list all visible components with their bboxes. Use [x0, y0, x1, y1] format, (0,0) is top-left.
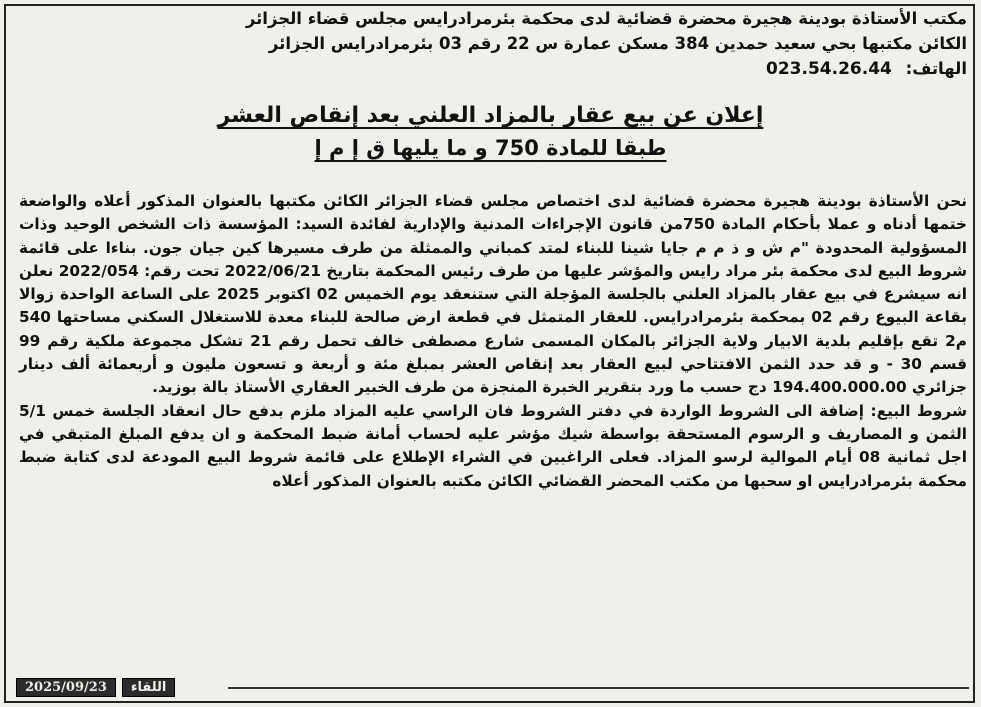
header-address-line: الكائن مكتبها بحي سعيد حمدين 384 مسكن عمارة س 22 رقم 03 بئرمرادرايس الجزائر [268, 34, 967, 53]
office-header [27, 6, 967, 82]
header-office-line: مكتب الأستاذة بودينة هجيرة محضرة قضائية لدى محكمة بئرمرادرايس مجلس قضاء الجزائر [245, 9, 967, 28]
announcement-title [0, 100, 981, 164]
title-line-2: طبقا للمادة 750 و ما يليها ق إ م إ [314, 136, 667, 160]
title-line-1: إعلان عن بيع عقار بالمزاد العلني بعد إنقاص العشر [217, 103, 764, 128]
footer [16, 678, 175, 697]
header-phone-line [27, 56, 967, 82]
newspaper-name: اللقاء [122, 678, 176, 697]
sale-conditions-paragraph: شروط البيع: إضافة الى الشروط الواردة في دفتر الشروط فان الراسي عليه المزاد ملزم بدفع حال انعقاد الجلسة خمس 5/1 الثمن و المصاريف و الرسوم المستحقة بواسطة شيك مؤشر عليه لحساب أمانة ضبط المحكمة و ان يدفع المبلغ المتبقي في اجل ثمانية 08 أيام الموالية لرسو المزاد. فعلى الراغبين في الشراء الإطلاع على قائمة شروط البيع المودعة لدى كتابة ضبط محكمة بئرمرادرايس او سحبها من مكتب المحضر القضائي الكائن مكتبه بالعنوان المذكور أعلاه [19, 401, 967, 490]
sale-details-paragraph: نحن الأستاذة بودينة هجيرة محضرة قضائية لدى اختصاص مجلس قضاء الجزائر الكائن مكتبها بالعنوان المذكور أعلاه والواضعة ختمها أدناه و عملا بأحكام المادة 750من قانون الإجراءات المدنية والإدارية لفائدة السيد: المؤسسة ذات الشخص الوحيد وذات المسؤولية المحدودة "م ش و ذ م م جايا شينا للبناء لمتد كمباني والممثلة من طرف مسيرها كين جيان جون. بناءا على قائمة شروط البيع لدى محكمة بئر مراد رايس والمؤشر عليها من طرف رئيس المحكمة بتاريخ 2022/06/21 تحت رقم: 2022/054 نعلن انه سيشرع في بيع عقار بالمزاد العلني بالجلسة المؤجلة التي ستنعقد يوم الخميس 02 اكتوبر 2025 على الساعة الواحدة زوالا بقاعة البيوع رقم 02 بمحكمة بئرمرادرايس. للعقار المتمثل في قطعة ارض صالحة للبناء معدة للاستغلال السكني مساحتها 540 م2 تقع بإقليم بلدية الابيار ولاية الجزائر بالمكان المسمى شارع مصطفى خالف تحمل رقم 21 تشكل مجموعة ملكية رقم 99 قسم 30 - و قد حدد الثمن الافتتاحي لبيع العقار بعد إنقاص العشر بمبلغ مئة و أربعة و تسعون مليون و أربعمائة ألف دينار جزائري 194.400.000.00 دج حسب ما ورد بتقرير الخبرة المنجزة من طرف الخبير العقاري الأستاذ بالة بوزيد. [18, 192, 968, 397]
phone-number: 023.54.26.44 [766, 59, 892, 79]
phone-label: الهاتف: [905, 59, 967, 78]
announcement-body [19, 190, 967, 493]
publication-date: 2025/09/23 [16, 678, 116, 697]
footer-rule [228, 687, 969, 689]
